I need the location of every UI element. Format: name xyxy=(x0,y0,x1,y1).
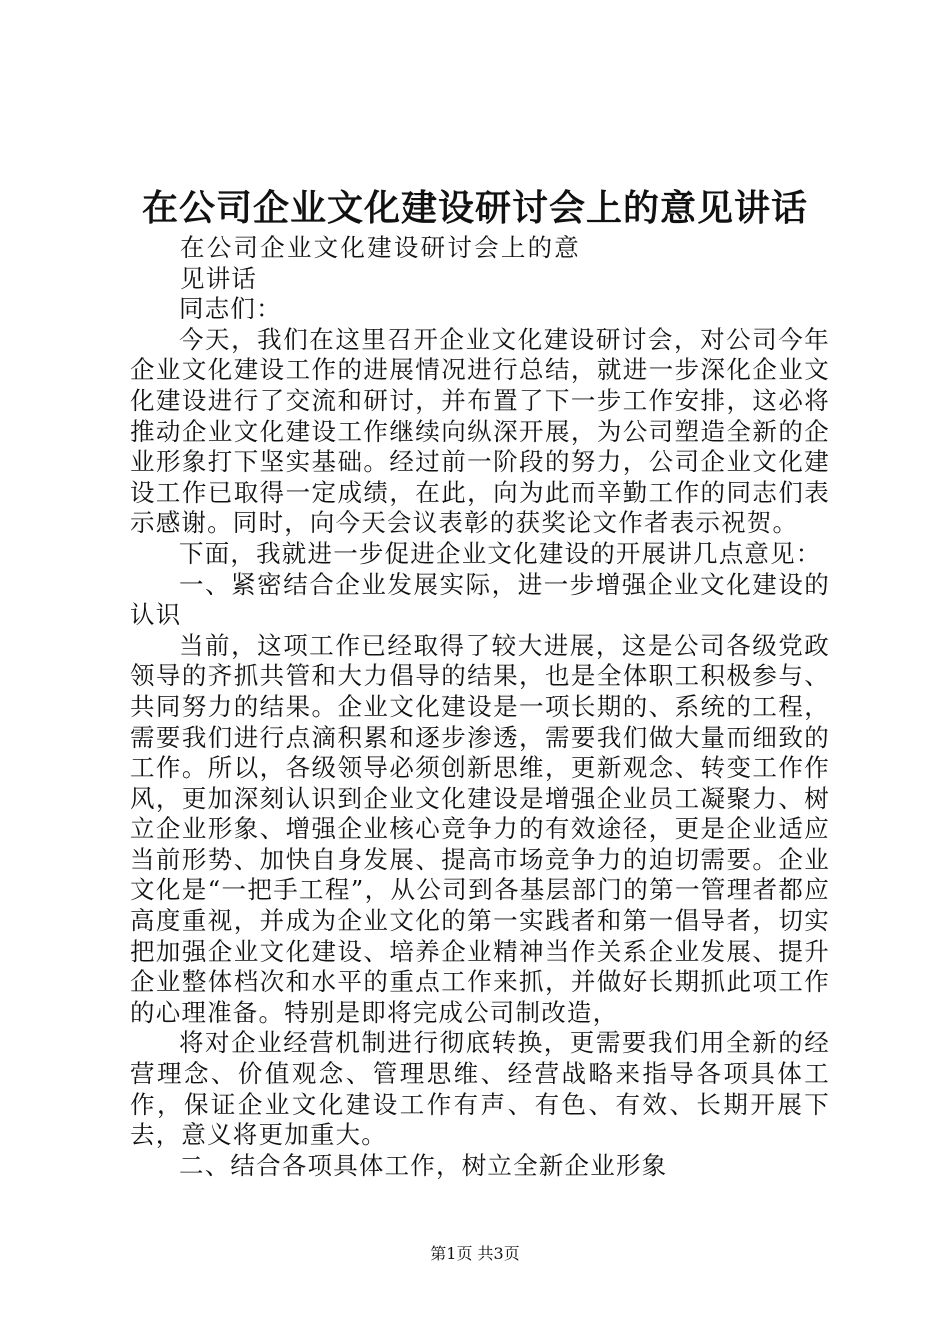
paragraph-intro-points: 下面，我就进一步促进企业文化建设的开展讲几点意见： xyxy=(179,538,822,568)
paragraph-section-1-continued: 将对企业经营机制进行彻底转换，更需要我们用全新的经营理念、价值观念、管理思维、经营战略来指导各项具体工作，保证企业文化建设工作有声、有色、有效、长期开展下去，意义将更加重大。 xyxy=(130,1028,830,1150)
document-body xyxy=(130,233,830,1181)
paragraph-opening: 今天，我们在这里召开企业文化建设研讨会，对公司今年企业文化建设工作的进展情况进行总结，就进一步深化企业文化建设进行了交流和研讨，并布置了下一步工作安排，这必将推动企业文化建设工作继续向纵深开展，为公司塑造全新的企业形象打下坚实基础。经过前一阶段的努力，公司企业文化建设工作已取得一定成绩，在此，向为此而辛勤工作的同志们表示感谢。同时，向今天会议表彰的获奖论文作者表示祝贺。 xyxy=(130,324,830,538)
section-heading-1: 一、紧密结合企业发展实际，进一步增强企业文化建设的认识 xyxy=(130,569,830,630)
section-heading-2: 二、结合各项具体工作，树立全新企业形象 xyxy=(179,1150,668,1180)
paragraph-section-1: 当前，这项工作已经取得了较大进展，这是公司各级党政领导的齐抓共管和大力倡导的结果，也是全体职工积极参与、共同努力的结果。企业文化建设是一项长期的、系统的工程，需要我们进行点滴积累和逐步渗透，需要我们做大量而细致的工作。所以，各级领导必须创新思维，更新观念、转变工作作风，更加深刻认识到企业文化建设是增强企业员工凝聚力、树立企业形象、增强企业核心竞争力的有效途径，更是企业适应当前形势、加快自身发展、提高市场竞争力的迫切需要。企业文化是“一把手工程”，从公司到各基层部门的第一管理者都应高度重视，并成为企业文化的第一实践者和第一倡导者，切实把加强企业文化建设、培养企业精神当作关系企业发展、提升企业整体档次和水平的重点工作来抓，并做好长期抓此项工作的心理准备。特别是即将完成公司制改造， xyxy=(130,630,830,1027)
page-footer: 第1页 共3页 xyxy=(430,1244,520,1263)
salutation: 同志们： xyxy=(179,294,282,324)
document-subtitle: 在公司企业文化建设研讨会上的意见讲话 xyxy=(180,233,580,293)
document-title: 在公司企业文化建设研讨会上的意见讲话 xyxy=(141,188,808,229)
